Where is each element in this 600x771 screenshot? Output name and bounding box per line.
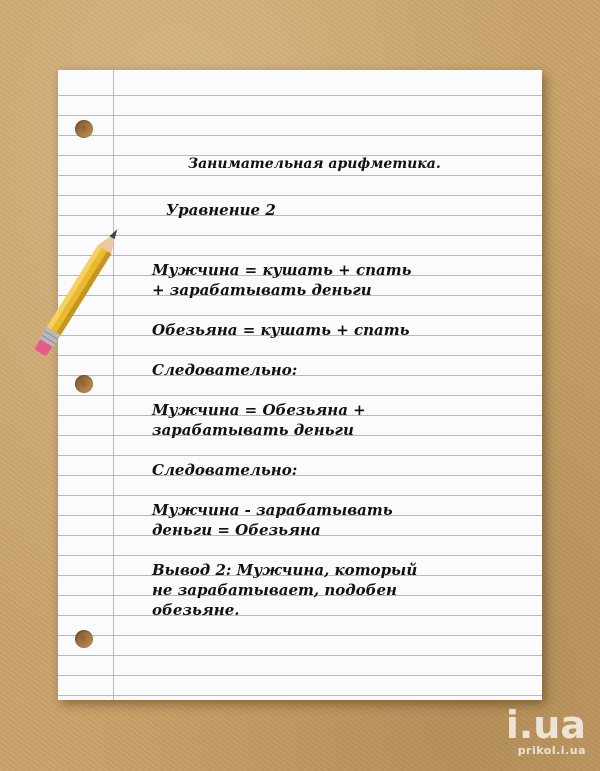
note-line-2: Обезьяна = кушать + спать <box>152 321 410 339</box>
note-subtitle: Уравнение 2 <box>166 201 276 219</box>
note-line-7: Вывод 2: Мужчина, который не зарабатывает, подобен обезьяне. <box>152 561 418 619</box>
note-line-3: Следовательно: <box>152 361 298 379</box>
punch-hole <box>75 630 93 648</box>
watermark-logo: i.ua <box>505 703 586 747</box>
punch-hole <box>75 120 93 138</box>
notebook-page <box>58 70 542 700</box>
red-margin-line <box>113 70 114 700</box>
note-line-6: Мужчина - зарабатывать деньги = Обезьяна <box>152 501 393 539</box>
note-line-1: Мужчина = кушать + спать + зарабатывать деньги <box>152 261 412 299</box>
watermark-site: prikol.i.ua <box>517 744 586 757</box>
punch-hole <box>75 375 93 393</box>
note-line-4: Мужчина = Обезьяна + зарабатывать деньги <box>152 401 366 439</box>
site-watermark <box>505 703 586 757</box>
note-line-5: Следовательно: <box>152 461 298 479</box>
note-title: Занимательная арифметика. <box>188 156 441 172</box>
